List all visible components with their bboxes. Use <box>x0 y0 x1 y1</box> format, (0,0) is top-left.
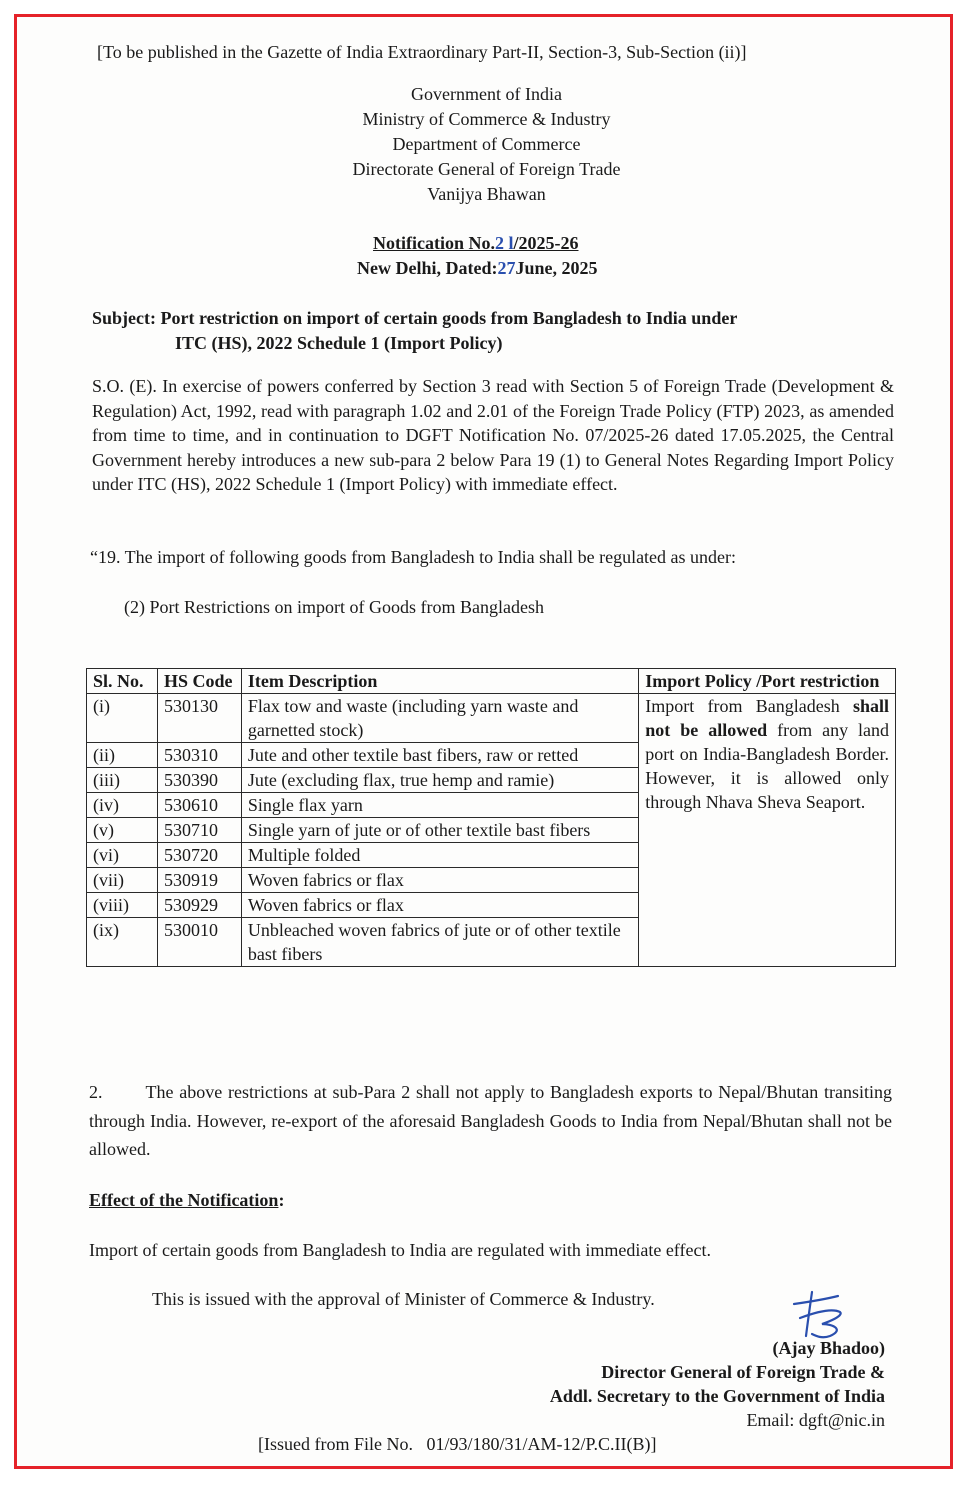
cell-sl: (iv) <box>87 793 158 818</box>
header-item-description: Item Description <box>241 669 638 694</box>
cell-hs: 530720 <box>157 843 241 868</box>
header-line: Ministry of Commerce & Industry <box>362 109 611 129</box>
cell-sl: (v) <box>87 818 158 843</box>
signatory-name: (Ajay Bhadoo) <box>772 1338 885 1358</box>
cell-hs: 530610 <box>157 793 241 818</box>
subject-line-2: ITC (HS), 2022 Schedule 1 (Import Policy) <box>175 333 503 353</box>
cell-desc: Single yarn of jute or of other textile bast fibers <box>241 818 638 843</box>
cell-sl: (iii) <box>87 768 158 793</box>
approval-line: This is issued with the approval of Minister of Commerce & Industry. <box>152 1289 655 1309</box>
cell-desc: Jute (excluding flax, true hemp and ramie) <box>241 768 638 793</box>
cell-policy: Import from Bangladesh shall not be allowed from any land port on India-Bangladesh Border. However, it is allowed only through Nhava Sheva Seaport. <box>639 694 896 967</box>
cell-desc: Woven fabrics or flax <box>241 893 638 918</box>
effect-text: Import of certain goods from Bangladesh to India are regulated with immediate effect. <box>89 1240 711 1260</box>
header-line: Directorate General of Foreign Trade <box>352 159 621 179</box>
para-19: “19. The import of following goods from Bangladesh to India shall be regulated as under: <box>90 547 737 567</box>
cell-hs: 530130 <box>157 694 241 743</box>
cell-desc: Flax tow and waste (including yarn waste and garnetted stock) <box>241 694 638 743</box>
header-import-policy: Import Policy /Port restriction <box>639 669 896 694</box>
signatory-title-1: Director General of Foreign Trade & <box>601 1362 885 1382</box>
cell-desc: Multiple folded <box>241 843 638 868</box>
cell-hs: 530010 <box>157 918 241 967</box>
header-line: Government of India <box>411 84 562 104</box>
cell-hs: 530710 <box>157 818 241 843</box>
header-line: Vanijya Bhawan <box>427 184 546 204</box>
cell-sl: (ix) <box>87 918 158 967</box>
signatory-email: Email: dgft@nic.in <box>746 1410 885 1430</box>
table-header-row <box>87 669 896 694</box>
file-number: [Issued from File No. 01/93/180/31/AM-12/P.C.II(B)] <box>258 1434 657 1454</box>
goods-table <box>86 668 896 967</box>
cell-hs: 530929 <box>157 893 241 918</box>
gazette-line: [To be published in the Gazette of India Extraordinary Part-II, Section-3, Sub-Section (ii)] <box>97 42 747 62</box>
header-line: Department of Commerce <box>392 134 581 154</box>
cell-sl: (vi) <box>87 843 158 868</box>
notification-date: New Delhi, Dated:27June, 2025 <box>357 258 598 278</box>
handwritten-number: 2 l <box>494 233 514 253</box>
notification-number: Notification No.2 l/2025-26 <box>373 233 579 253</box>
subject-line: Subject: Port restriction on import of certain goods from Bangladesh to India under <box>92 308 738 328</box>
cell-sl: (ii) <box>87 743 158 768</box>
cell-sl: (vii) <box>87 868 158 893</box>
cell-desc: Single flax yarn <box>241 793 638 818</box>
cell-desc: Woven fabrics or flax <box>241 868 638 893</box>
handwritten-day: 27 <box>497 258 516 278</box>
para-19-2: (2) Port Restrictions on import of Goods from Bangladesh <box>124 597 544 617</box>
cell-sl: (i) <box>87 694 158 743</box>
header-sl-no: Sl. No. <box>87 669 158 694</box>
effect-heading: Effect of the Notification: <box>89 1190 285 1210</box>
cell-desc: Unbleached woven fabrics of jute or of other textile bast fibers <box>241 918 638 967</box>
header-hs-code: HS Code <box>157 669 241 694</box>
cell-desc: Jute and other textile bast fibers, raw or retted <box>241 743 638 768</box>
so-paragraph: S.O. (E). In exercise of powers conferred by Section 3 read with Section 5 of Foreign Trade (Development & Regulation) Act, 1992, read with paragraph 1.02 and 2.01 of the Foreign Trade Policy (FTP) 2023, as amended from time to time, and in continuation to DGFT Notification No. 07/2025-26 dated 17.05.2025, the Central Government hereby introduces a new sub-para 2 below Para 19 (1) to General Notes Regarding Import Policy under ITC (HS), 2022 Schedule 1 (Import Policy) with immediate effect. <box>92 376 894 495</box>
para-2: 2. The above restrictions at sub-Para 2 shall not apply to Bangladesh exports to Nepal/Bhutan transiting through India. However, re-export of the aforesaid Bangladesh Goods to India from Nepal/Bhutan shall not be allowed. <box>89 1082 892 1159</box>
signatory-title-2: Addl. Secretary to the Government of India <box>549 1386 885 1406</box>
table-row <box>87 694 896 743</box>
cell-hs: 530919 <box>157 868 241 893</box>
cell-hs: 530310 <box>157 743 241 768</box>
cell-hs: 530390 <box>157 768 241 793</box>
cell-sl: (viii) <box>87 893 158 918</box>
